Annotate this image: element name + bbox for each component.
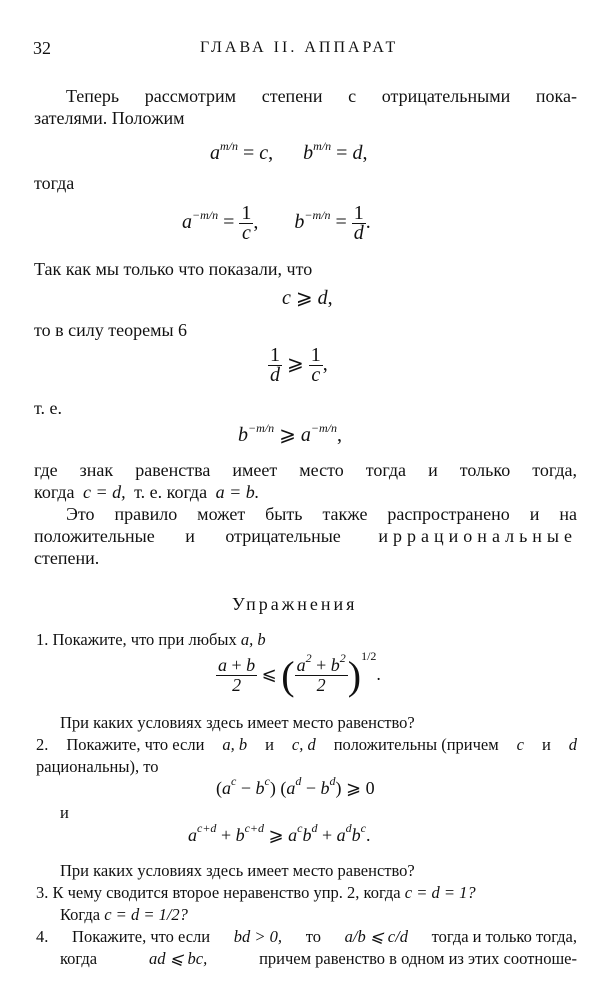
word-ie: т. е. bbox=[34, 398, 63, 418]
exercise-3-statement-cont: Когда c = d = 1/2? bbox=[60, 905, 188, 924]
paragraph-line: Так как мы только что показали, что bbox=[34, 259, 313, 279]
paragraph-line: степени. bbox=[34, 548, 100, 568]
exercise-4-statement: 4. Покажите, что если bd > 0, то a/b ⩽ c/d тогда и только тогда, bbox=[36, 927, 577, 946]
exercise-2-statement-cont: рациональны), то bbox=[36, 757, 159, 776]
exercise-2-formula-2: $a^{c+d} + b^{c+d}$ ⩾ $a^cb^d + a^db^c$. bbox=[188, 821, 371, 845]
inequality-reciprocals: $\frac{1}{d}$ ⩾ $\frac{1}{c}$ , bbox=[270, 344, 328, 386]
exercise-4-statement-cont: когда ad ⩽ bc, причем равенство в одном из этих соотноше- bbox=[60, 949, 577, 968]
paragraph-line: когда c = d, т. е. когда a = b. bbox=[34, 482, 260, 502]
page-number: 32 bbox=[33, 38, 51, 58]
exercise-2-formula-1: $(a^c - b^c) (a^d - b^d)$ ⩾ 0 bbox=[216, 774, 375, 798]
exercise-1-statement: 1. Покажите, что при любых a, b bbox=[36, 630, 266, 649]
exercise-1-question: При каких условиях здесь имеет место равенство? bbox=[60, 713, 415, 732]
equation-negative-powers: $a^{-m/n}$ = $\frac{1}{c}$ , $b^{-m/n}$ = $\frac{1}{d}$ . bbox=[182, 202, 371, 244]
exercise-3-statement: 3. К чему сводится второе неравенство упр. 2, когда c = d = 1? bbox=[36, 883, 476, 902]
running-title: ГЛАВА II. АППАРАТ bbox=[200, 39, 399, 56]
paragraph-line: где знак равенства имеет место тогда и только тогда, bbox=[34, 460, 577, 480]
inequality-c-ge-d: c ⩾ d, bbox=[282, 287, 333, 309]
word-and: и bbox=[60, 803, 69, 822]
paragraph-line: Это правило может быть также распространено и на bbox=[66, 504, 577, 524]
word-then: тогда bbox=[34, 173, 75, 193]
paragraph-line: зателями. Положим bbox=[34, 108, 185, 128]
section-heading: Упражнения bbox=[232, 594, 358, 614]
exercise-2-statement: 2. Покажите, что если a, b и c, d положительны (причем c и d bbox=[36, 735, 577, 754]
paragraph-line: Теперь рассмотрим степени с отрицательными пока- bbox=[66, 86, 577, 106]
paragraph-line: то в силу теоремы 6 bbox=[34, 320, 188, 340]
exercise-2-question: При каких условиях здесь имеет место равенство? bbox=[60, 861, 415, 880]
exercise-1-formula: $\frac{a + b}{2}$ ⩽ ( $\frac{a^2 + b^2}{2}$ )$^{1/2}$. bbox=[218, 649, 381, 698]
equation-definition: $a^{m/n} = c$, $b^{m/n} = d$, bbox=[210, 139, 368, 164]
inequality-negative-powers: $b^{-m/n}$ ⩾ $a^{-m/n}$, bbox=[238, 421, 342, 446]
paragraph-line: положительные и отрицательные иррациональные bbox=[34, 526, 577, 546]
